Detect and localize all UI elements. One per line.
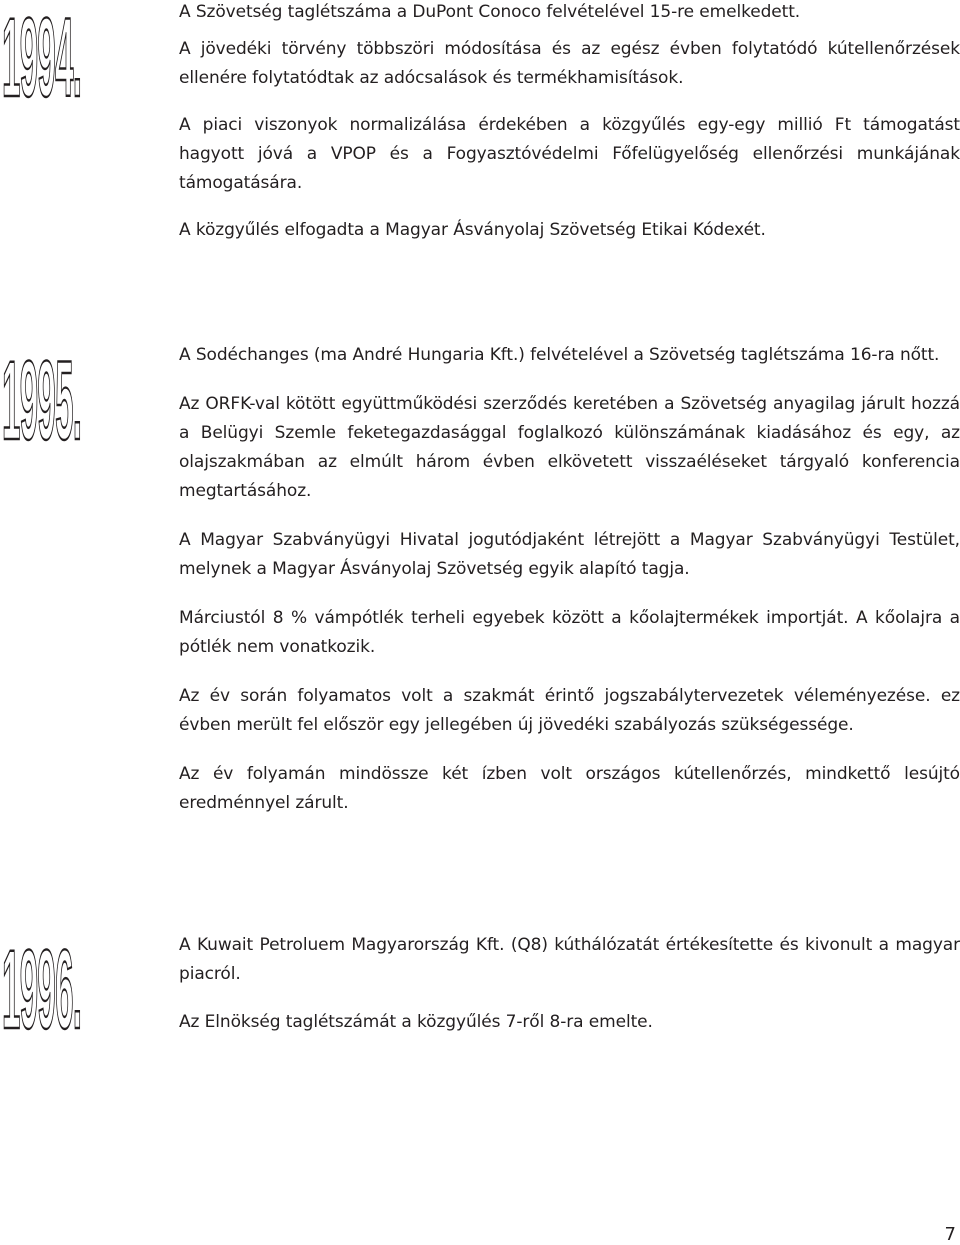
section-1996 (179, 931, 960, 1037)
page-number: 7 (944, 1224, 956, 1245)
paragraph: A közgyűlés elfogadta a Magyar Ásványolaj Szövetség Etikai Kódexét. (179, 220, 766, 240)
paragraph: A Kuwait Petroluem Magyarország Kft. (Q8) kúthálózatát értékesítette és kivonult a magyar piacról. (179, 935, 960, 984)
paragraph: A jövedéki törvény többszöri módosítása és az egész évben folytatódó kútellenőrzések ellenére folytatódtak az adócsalások és termékhamisítások. (179, 39, 960, 88)
paragraph: Márciustól 8 % vámpótlék terheli egyebek között a kőolajtermékek importját. A kőolajra a pótlék nem vonatkozik. (179, 608, 960, 657)
paragraph: A Szövetség taglétszáma a DuPont Conoco felvételével 15-re emelkedett. (179, 2, 801, 22)
year-heading-1994: 1994. (2, 0, 82, 121)
paragraph: A Magyar Szabványügyi Hivatal jogutódjaként létrejött a Magyar Szabványügyi Testület, melynek a Magyar Ásványolaj Szövetség egyik alapító tagja. (179, 530, 960, 579)
paragraph: Az Elnökség taglétszámát a közgyűlés 7-ről 8-ra emelte. (179, 1012, 653, 1032)
year-heading-1996: 1996. (2, 927, 82, 1053)
paragraph: A Sodéchanges (ma André Hungaria Kft.) felvételével a Szövetség taglétszáma 16-ra nőtt. (179, 345, 940, 365)
year-heading-1995: 1995. (2, 338, 82, 464)
section-1994 (179, 0, 960, 245)
paragraph: Az ORFK-val kötött együttműködési szerződés keretében a Szövetség anyagilag járult hozzá a Belügyi Szemle feketegazdasággal foglalkozó különszámának kiadásához és egy, az olajszakmában az elmúlt három évben elkövetett visszaéléseket tárgyaló konferencia megtartásához. (179, 394, 960, 501)
paragraph: Az év során folyamatos volt a szakmát érintő jogszabálytervezetek véleményezése. ez évben merült fel először egy jellegében új jövedéki szabályozás szükségessége. (179, 686, 960, 735)
section-1995 (179, 341, 960, 818)
paragraph: A piaci viszonyok normalizálása érdekében a közgyűlés egy-egy millió Ft támogatást hagyott jóvá a VPOP és a Fogyasztóvédelmi Főfelügyelőség ellenőrzési munkájának támogatására. (179, 115, 960, 193)
paragraph: Az év folyamán mindössze két ízben volt országos kútellenőrzés, mindkettő lesújtó eredménnyel zárult. (179, 764, 960, 813)
